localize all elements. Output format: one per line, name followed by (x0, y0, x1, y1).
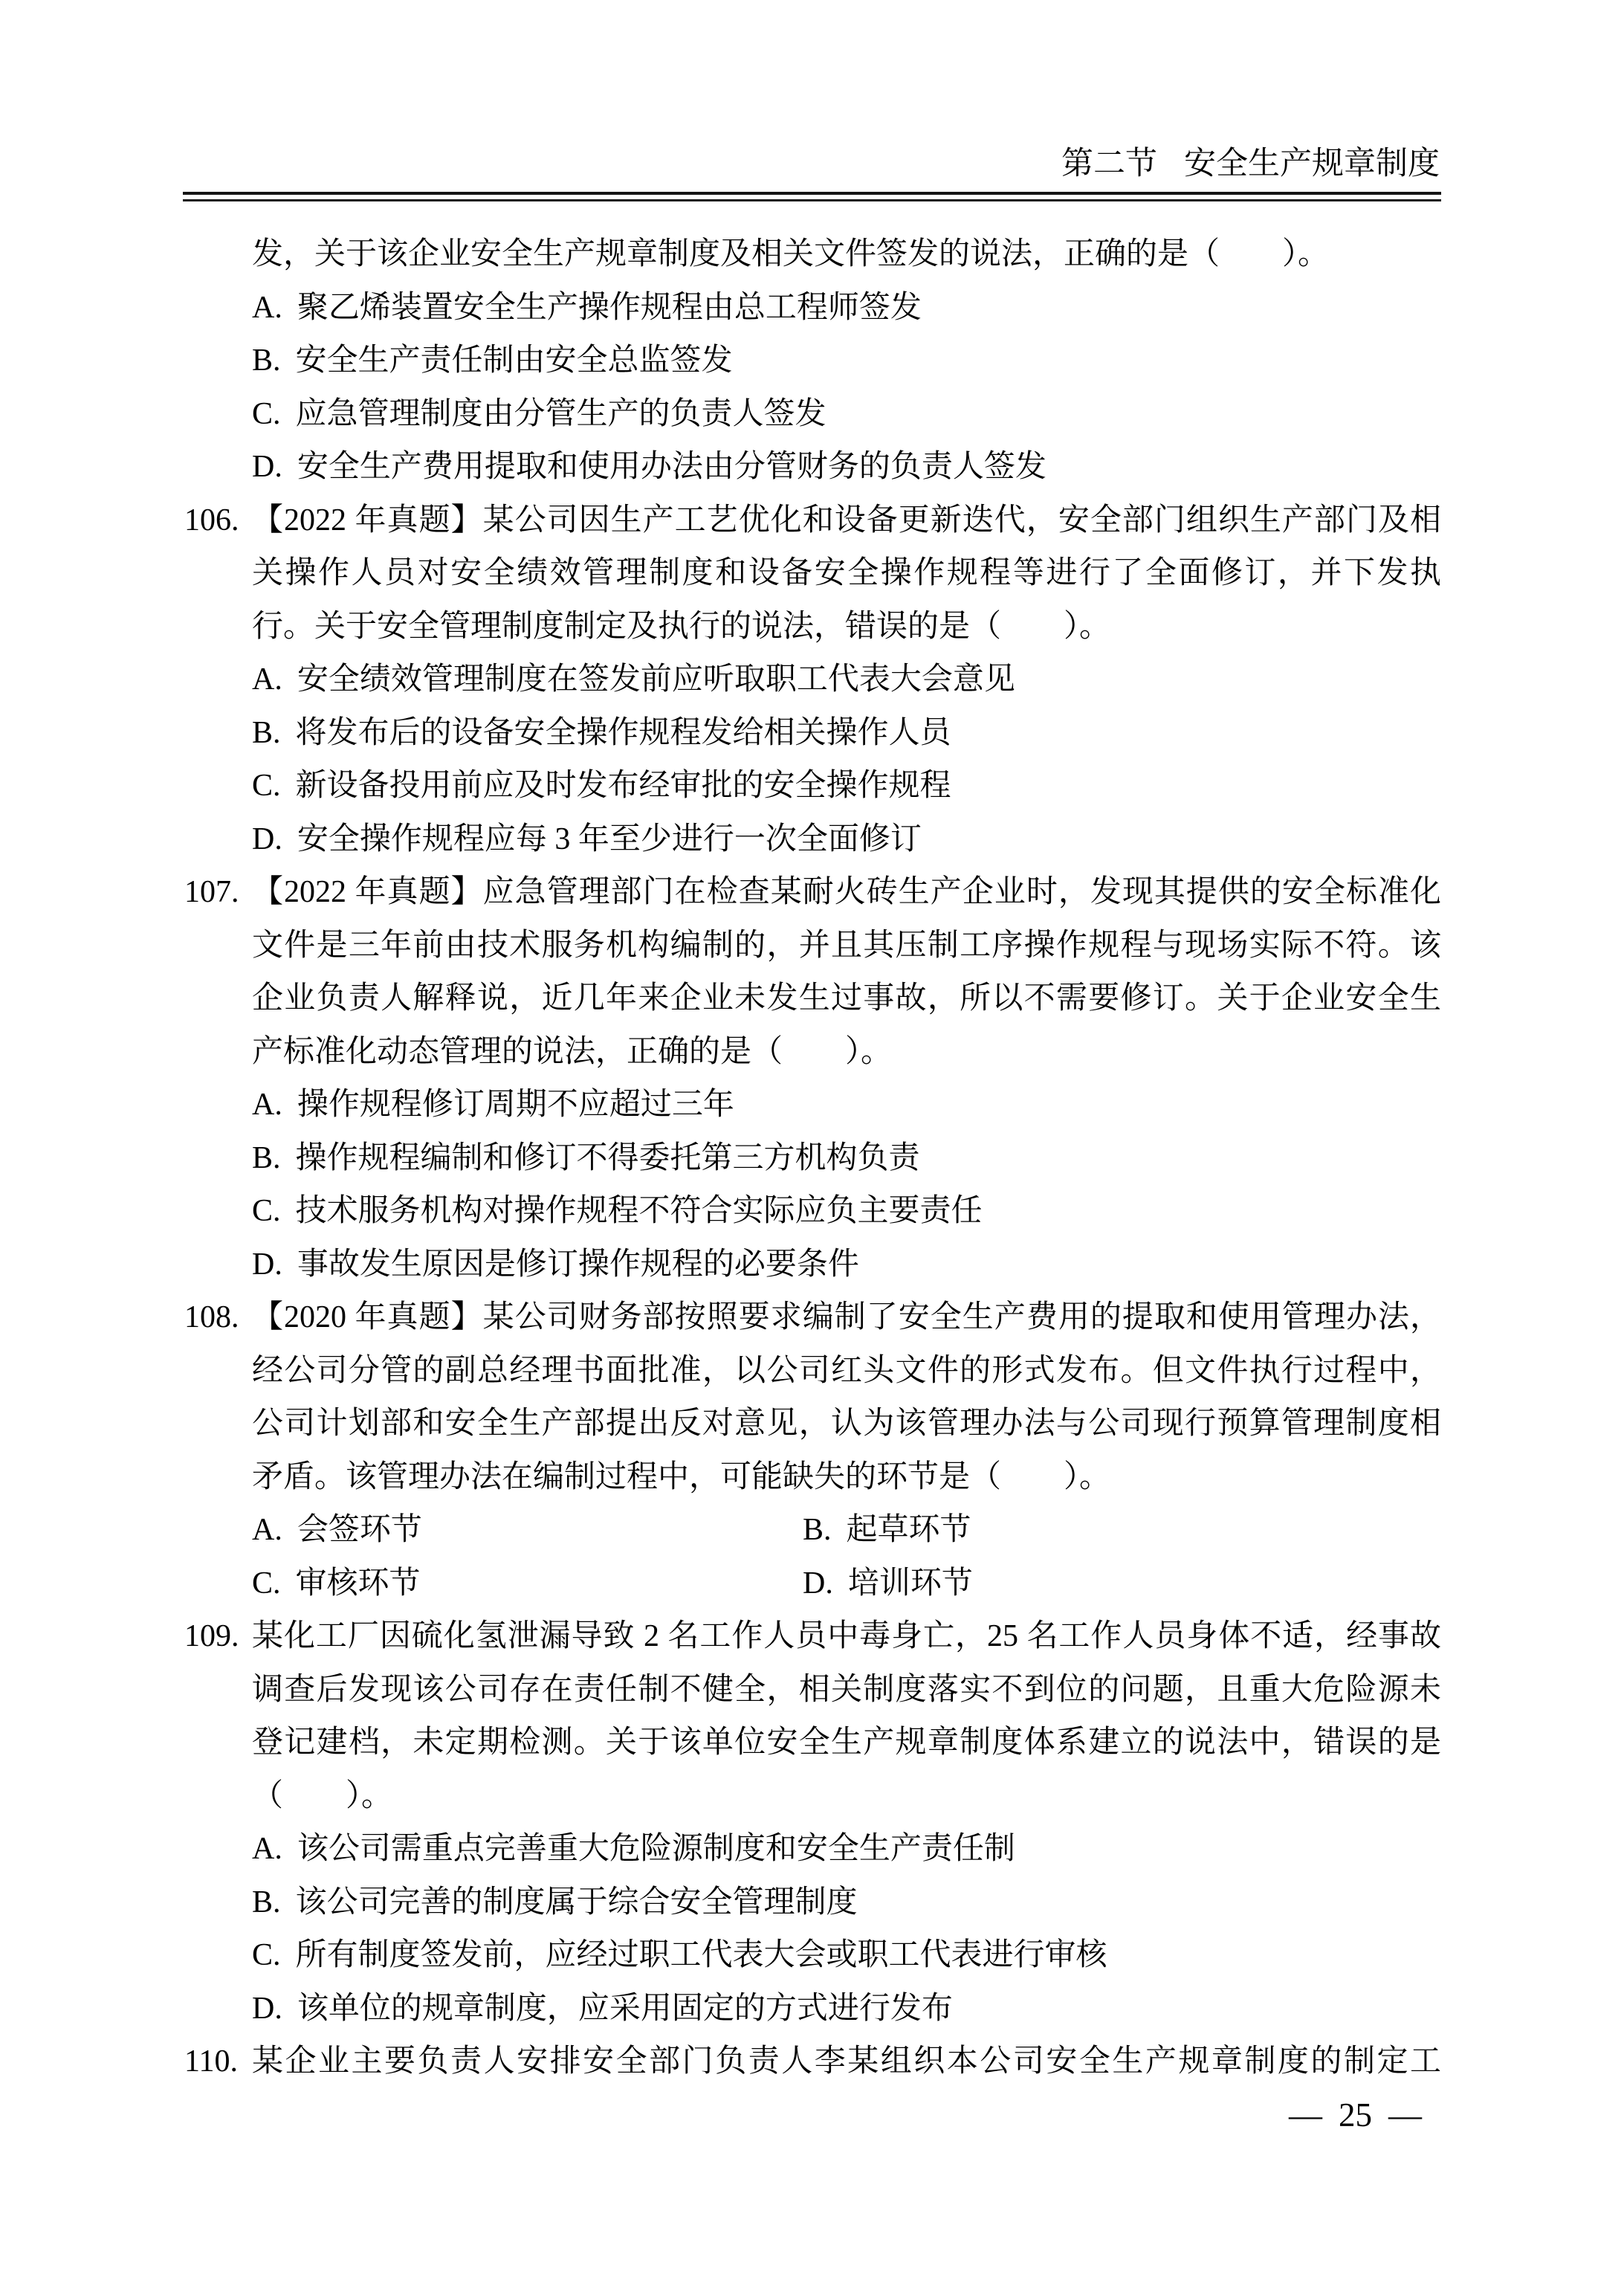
stem-line: （ ）。 (252, 1778, 393, 1813)
option (252, 335, 1441, 388)
option-label: C. (252, 1566, 281, 1601)
question-number: 109. (184, 1619, 239, 1653)
option-text: 将发布后的设备安全操作规程发给相关操作人员 (295, 715, 951, 750)
stem-line: 109. 某化工厂因硫化氢泄漏导致 2 名工作人员中毒身亡，25 名工作人员身体不适，经事故 (252, 1610, 1441, 1664)
option (252, 1132, 1441, 1186)
question-number: 107. (184, 875, 239, 909)
option-text: 安全绩效管理制度在签发前应听取职工代表大会意见 (297, 662, 1015, 697)
stem-line: 经公司分管的副总经理书面批准，以公司红头文件的形式发布。但文件执行过程中， (252, 1353, 1441, 1388)
question (184, 494, 1441, 867)
option (252, 1876, 1441, 1930)
option-label: A. (252, 290, 282, 325)
page-number-dash: — (1289, 2096, 1322, 2134)
option-text: 技术服务机构对操作规程不符合实际应负主要责任 (295, 1194, 983, 1228)
option-text: 培训环节 (847, 1566, 973, 1601)
stem-line: 106. 【2022 年真题】某公司因生产工艺优化和设备更新迭代，安全部门组织生产部门及相 (252, 494, 1441, 548)
stem-line: 文件是三年前由技术服务机构编制的，并且其压制工序操作规程与现场实际不符。该 (252, 928, 1441, 963)
stem-line: 发，关于该企业安全生产规章制度及相关文件签发的说法，正确的是（ ）。 (252, 237, 1330, 271)
question (184, 866, 1441, 1291)
stem-line: 110. 某企业主要负责人安排安全部门负责人李某组织本公司安全生产规章制度的制定工 (252, 2035, 1441, 2089)
option-label: B. (803, 1513, 832, 1547)
page-number-dash: — (1388, 2096, 1422, 2134)
option-label: C. (252, 769, 281, 803)
option-label: D. (252, 450, 282, 484)
question (184, 1610, 1441, 2035)
stem-line: 107. 【2022 年真题】应急管理部门在检查某耐火砖生产企业时，发现其提供的安全标准化 (252, 866, 1441, 920)
option (252, 388, 1441, 442)
option-label: D. (803, 1566, 833, 1601)
stem-line: 矛盾。该管理办法在编制过程中，可能缺失的环节是（ ）。 (252, 1459, 1111, 1494)
option-text: 安全生产费用提取和使用办法由分管财务的负责人签发 (297, 450, 1046, 484)
stem-line: 行。关于安全管理制度制定及执行的说法，错误的是（ ）。 (252, 609, 1111, 644)
option-label: A. (252, 1513, 282, 1547)
option (252, 1079, 1441, 1132)
option-label: D. (252, 1247, 282, 1282)
option-text: 聚乙烯装置安全生产操作规程由总工程师签发 (297, 290, 922, 325)
stem-line: 登记建档，未定期检测。关于该单位安全生产规章制度体系建立的说法中，错误的是 (252, 1725, 1441, 1760)
question-number: 108. (184, 1300, 239, 1334)
option (252, 1239, 1441, 1292)
option (803, 1557, 1441, 1611)
option (252, 653, 1441, 707)
option-label: D. (252, 821, 282, 856)
option-text: 会签环节 (297, 1513, 422, 1547)
option-label: A. (252, 1088, 282, 1122)
option-label: D. (252, 1991, 282, 2026)
stem-line: 企业负责人解释说，近几年来企业未发生过事故，所以不需要修订。关于企业安全生 (252, 981, 1441, 1015)
option-text: 所有制度签发前，应经过职工代表大会或职工代表进行审核 (295, 1938, 1107, 1972)
option-label: B. (252, 715, 281, 750)
option (252, 1929, 1441, 1983)
option-label: A. (252, 1832, 282, 1866)
option-text: 安全生产责任制由安全总监签发 (295, 343, 733, 378)
option-label: B. (252, 343, 281, 378)
option-text: 事故发生原因是修订操作规程的必要条件 (297, 1247, 859, 1282)
option-row (252, 1557, 1441, 1611)
option-label: A. (252, 662, 282, 697)
option (252, 282, 1441, 335)
stem-line: 公司计划部和安全生产部提出反对意见，认为该管理办法与公司现行预算管理制度相 (252, 1407, 1441, 1441)
option-label: C. (252, 396, 281, 431)
option (252, 707, 1441, 761)
section-label: 第二节 (1061, 146, 1157, 181)
stem-line: 调查后发现该公司存在责任制不健全，相关制度落实不到位的问题，且重大危险源未 (252, 1672, 1441, 1707)
option (252, 1185, 1441, 1239)
page-header (1061, 146, 1440, 181)
option (252, 1557, 803, 1611)
option-text: 应急管理制度由分管生产的负责人签发 (295, 396, 826, 431)
option-label: C. (252, 1194, 281, 1228)
question (184, 1291, 1441, 1610)
question (252, 228, 1441, 494)
header-divider (183, 192, 1441, 201)
page-number: 25 (1339, 2096, 1372, 2134)
option-text: 新设备投用前应及时发布经审批的安全操作规程 (295, 769, 951, 803)
option (252, 1504, 803, 1557)
option (252, 813, 1441, 867)
option-text: 该公司完善的制度属于综合安全管理制度 (295, 1885, 858, 1919)
question-number: 106. (184, 503, 239, 537)
page-footer (1289, 2096, 1422, 2134)
option (803, 1504, 1441, 1557)
option-label: B. (252, 1140, 281, 1175)
option-text: 审核环节 (295, 1566, 421, 1601)
stem-line: 关操作人员对安全绩效管理制度和设备安全操作规程等进行了全面修订，并下发执 (252, 556, 1441, 590)
option-label: B. (252, 1885, 281, 1919)
option (252, 1823, 1441, 1876)
option (252, 441, 1441, 494)
question-number: 110. (184, 2044, 238, 2079)
questions-area (184, 228, 1441, 2089)
question (184, 2035, 1441, 2089)
option (252, 1983, 1441, 2036)
option-row (252, 1504, 1441, 1557)
option-text: 起草环节 (846, 1513, 971, 1547)
stem-line: 产标准化动态管理的说法，正确的是（ ）。 (252, 1034, 893, 1069)
stem-line: 108. 【2020 年真题】某公司财务部按照要求编制了安全生产费用的提取和使用管理办法， (252, 1291, 1441, 1345)
option-text: 该公司需重点完善重大危险源制度和安全生产责任制 (297, 1832, 1015, 1866)
option-text: 操作规程修订周期不应超过三年 (297, 1088, 734, 1122)
section-title: 安全生产规章制度 (1184, 146, 1440, 181)
option-text: 该单位的规章制度，应采用固定的方式进行发布 (297, 1991, 953, 2026)
option-label: C. (252, 1938, 281, 1972)
option-text: 操作规程编制和修订不得委托第三方机构负责 (295, 1140, 920, 1175)
option (252, 760, 1441, 813)
option-text: 安全操作规程应每 3 年至少进行一次全面修订 (297, 821, 922, 856)
